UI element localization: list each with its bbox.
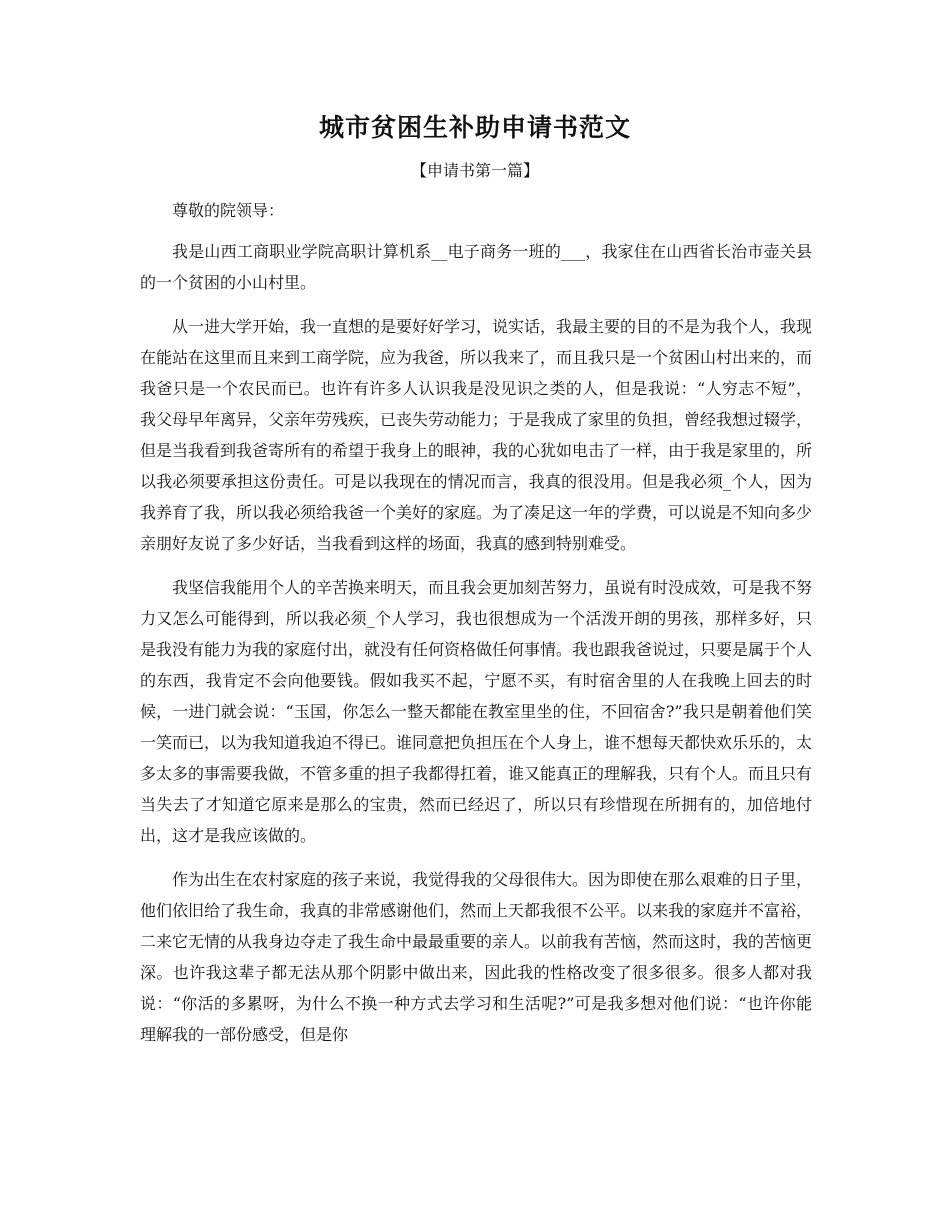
document-subtitle: 【申请书第一篇】 — [410, 161, 539, 180]
paragraph: 我坚信我能用个人的辛苦换来明天，而且我会更加刻苦努力，虽说有时没成效，可是我不努力又怎么可能得到，所以我必须_个人学习，我也很想成为一个活泼开朗的男孩，那样多好，只是我没有能力为我的家庭付出，就没有任何资格做任何事情。我也跟我爸说过，只要是属于个人的东西，我肯定不会向他要钱。假如我买不起，宁愿不买，有时宿舍里的人在我晚上回去的时候，一进门就会说：“玉国，你怎么一整天都能在教室里坐的住，不回宿舍?”我只是朝着他们笑一笑而已，以为我知道我迫不得已。谁同意把负担压在个人身上，谁不想每天都快欢乐乐的，太多太多的事需要我做，不管多重的担子我都得扛着，谁又能真正的理解我，只有个人。而且只有当失去了才知道它原来是那么的宝贵，然而已经迟了，所以只有珍惜现在所拥有的，加倍地付出，这才是我应该做的。 — [140, 578, 813, 845]
document-body — [140, 195, 812, 1063]
paragraph: 作为出生在农村家庭的孩子来说，我觉得我的父母很伟大。因为即使在那么艰难的日子里，他们依旧给了我生命，我真的非常感谢他们，然而上天都我很不公平。以来我的家庭并不富裕，二来它无情的从我身边夺走了我生命中最最重要的亲人。以前我有苦恼，然而这时，我的苦恼更深。也许我这辈子都无法从那个阴影中做出来，因此我的性格改变了很多很多。很多人都对我说：“你活的多累呀，为什么不换一种方式去学习和生活呢?”可是我多想对他们说：“也许你能理解我的一部份感受，但是你 — [140, 870, 813, 1044]
paragraph: 我是山西工商职业学院高职计算机系__电子商务一班的___，我家住在山西省长治市壶关县的一个贫困的小山村里。 — [140, 242, 812, 292]
paragraph: 从一进大学开始，我一直想的是要好好学习，说实话，我最主要的目的不是为我个人，我现在能站在这里而且来到工商学院，应为我爸，所以我来了，而且我只是一个贫困山村出来的，而我爸只是一个农民而已。也许有许多人认识我是没见识之类的人，但是我说：“人穷志不短”，我父母早年离异，父亲年劳残疾，已丧失劳动能力；于是我成了家里的负担，曾经我想过辍学，但是当我看到我爸寄所有的希望于我身上的眼神，我的心犹如电击了一样，由于我是家里的，所以我必须要承担这份责任。可是以我现在的情况而言，我真的很没用。但是我必须_个人，因为我养育了我，所以我必须给我爸一个美好的家庭。为了凑足这一年的学费，可以说是不知向多少亲朋好友说了多少好话，当我看到这样的场面，我真的感到特别难受。 — [140, 317, 813, 553]
document-title: 城市贫困生补助申请书范文 — [318, 113, 631, 142]
salutation: 尊敬的院领导： — [172, 201, 285, 220]
